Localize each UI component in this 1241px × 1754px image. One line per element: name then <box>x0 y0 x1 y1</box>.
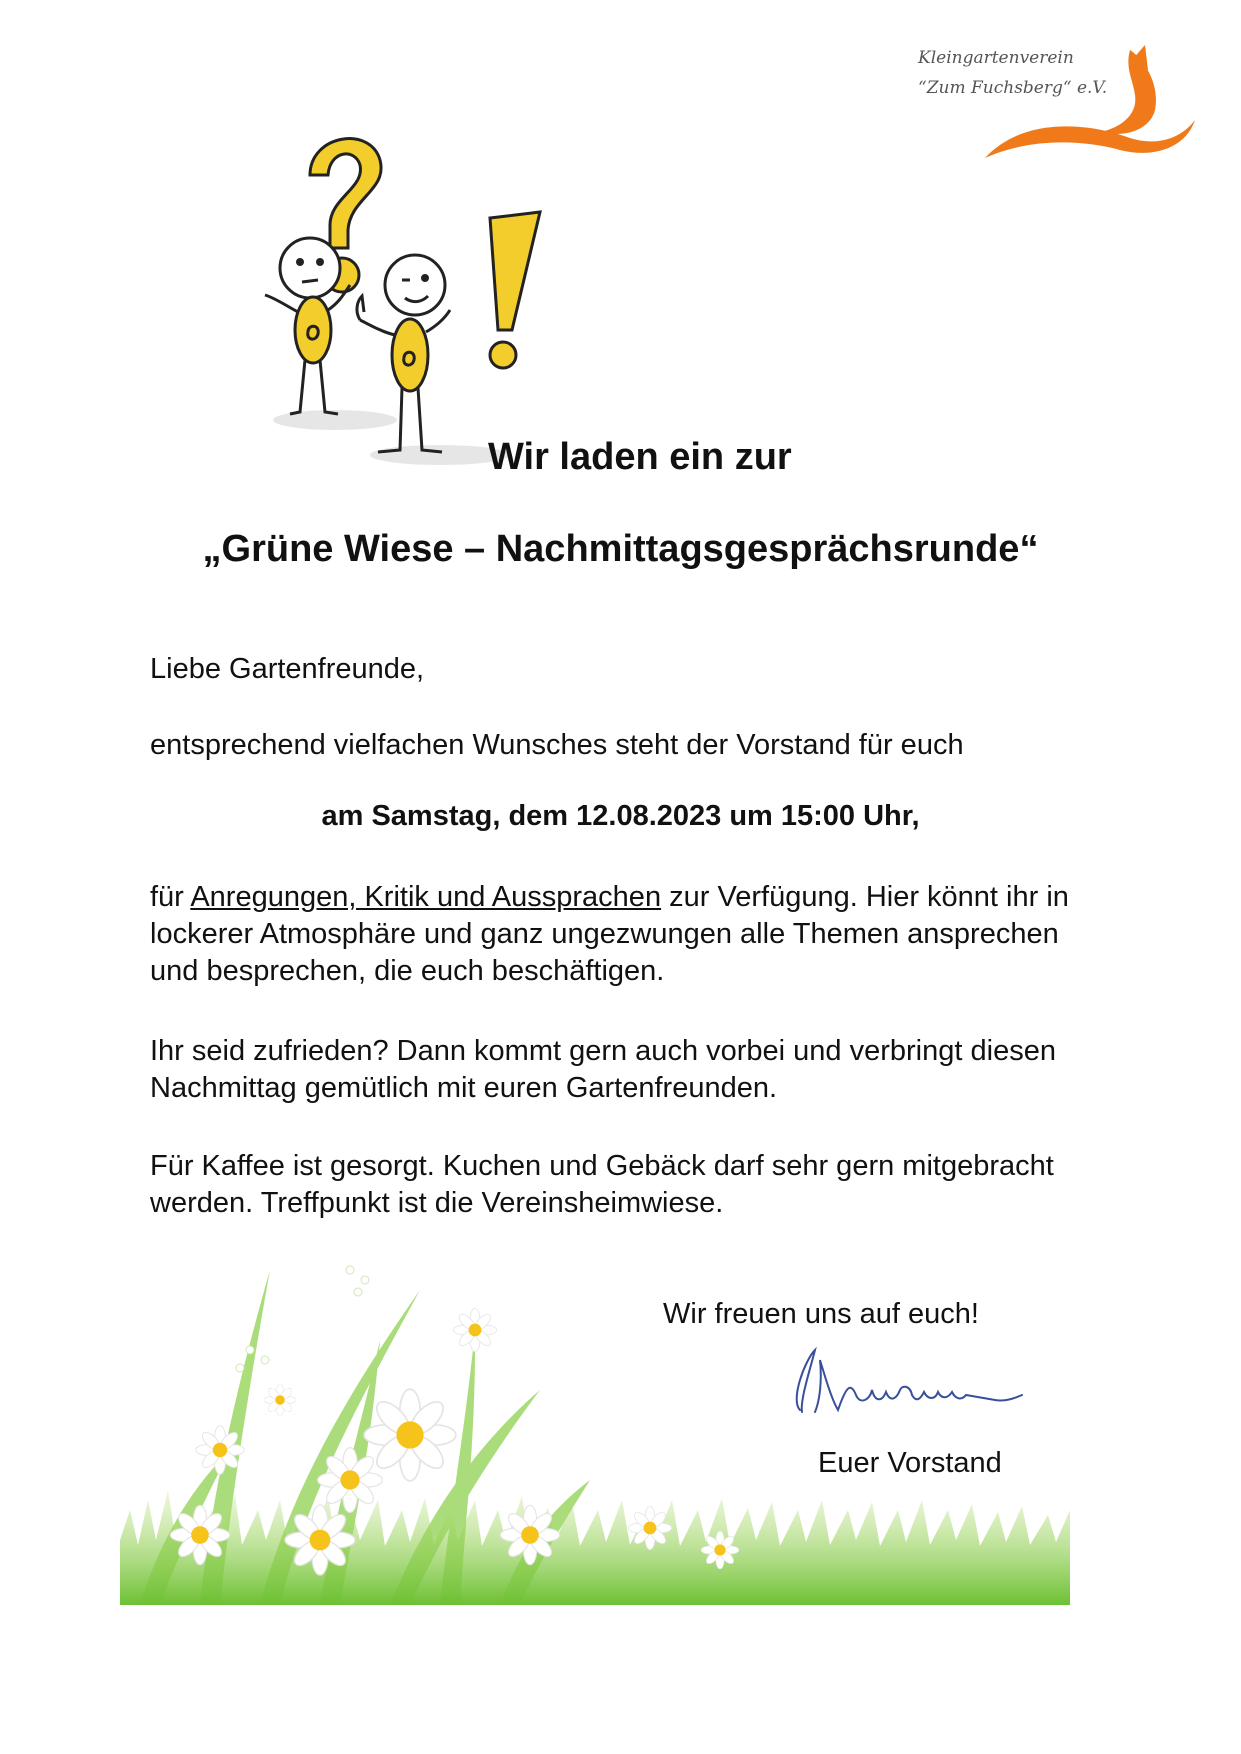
handwritten-signature <box>760 1340 1040 1425</box>
paragraph-invitation: Ihr seid zufrieden? Dann kommt gern auch vorbei und verbringt diesen Nachmittag gemütlich mit euren Gartenfreunden. <box>150 1035 1056 1104</box>
invitation-heading: Wir laden ein zur <box>488 436 792 478</box>
underlined-topics: Anregungen, Kritik und Aussprachen <box>190 881 662 913</box>
stick-figures-illustration <box>250 120 570 475</box>
club-logo <box>910 40 1200 160</box>
sign-off: Euer Vorstand <box>818 1447 1002 1479</box>
logo-club-subname: “Zum Fuchsberg“ e.V. <box>918 78 1108 98</box>
paragraph-purpose-rest: zur Verfügung. Hier könnt ihr in lockerer Atmosphäre und ganz ungezwungen alle Themen ansprechen und besprechen, die euch beschäftigen. <box>150 881 1069 987</box>
event-date-line: am Samstag, dem 12.08.2023 um 15:00 Uhr, <box>321 800 920 832</box>
event-title: „Grüne Wiese – Nachmittagsgesprächsrunde“ <box>202 528 1039 570</box>
paragraph-purpose-prefix: für <box>150 881 191 913</box>
paragraph-refreshments: Für Kaffee ist gesorgt. Kuchen und Gebäck darf sehr gern mitgebracht werden. Treffpunkt ist die Vereinsheimwiese. <box>150 1150 1054 1219</box>
stick-figure-icon <box>265 238 350 414</box>
closing-line: Wir freuen uns auf euch! <box>663 1298 979 1330</box>
paragraph-purpose <box>150 879 1110 990</box>
greeting: Liebe Gartenfreunde, <box>150 653 425 685</box>
logo-club-name: Kleingartenverein <box>918 48 1074 68</box>
exclamation-mark-icon <box>490 212 540 368</box>
intro-line: entsprechend vielfachen Wunsches steht der Vorstand für euch <box>150 729 964 761</box>
